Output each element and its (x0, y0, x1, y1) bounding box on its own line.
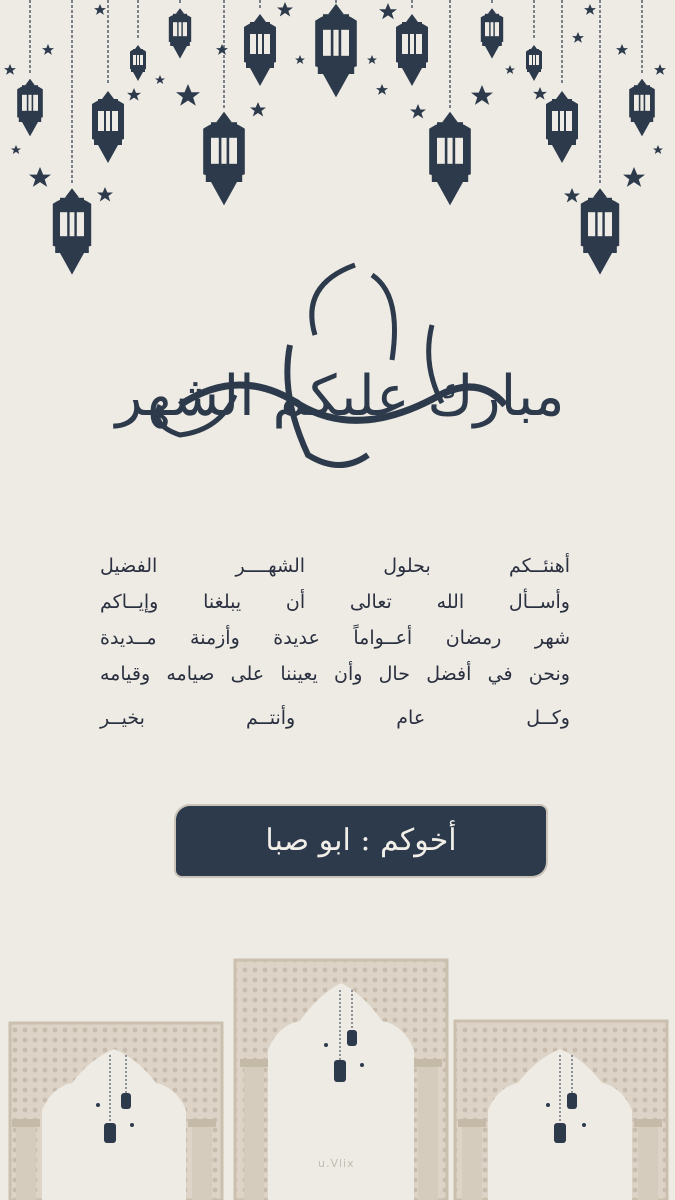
lantern-icon (581, 188, 619, 274)
arch-icon (455, 1021, 667, 1200)
greeting-line: ونحن في أفضل حال وأن يعيننا على صيامه وقيامه (100, 663, 570, 685)
lantern-icon (315, 4, 357, 98)
greeting-line: أهنئــكم بحلول الشهــــر الفضيل (100, 555, 570, 577)
lantern-icon (629, 79, 655, 137)
lantern-icon (429, 112, 471, 206)
greeting-line: وأســأل الله تعالى أن يبلغنا وإيــاكم (100, 591, 570, 613)
lantern-icon (244, 14, 276, 86)
lantern-icon (17, 79, 43, 137)
lantern-icon (396, 14, 428, 86)
lantern-icon (526, 45, 542, 81)
ramadan-calligraphy (115, 255, 565, 485)
lantern-icon (481, 8, 503, 58)
lantern-icon (92, 91, 124, 163)
lantern-icon (53, 188, 91, 274)
lantern-icon (130, 45, 146, 81)
greeting-closing-line: وكــل عام وأنتــم بخيــر (100, 707, 570, 729)
signature-text: أخوكم : ابو صبا (265, 823, 457, 858)
lantern-icon (546, 91, 578, 163)
lantern-icon (203, 112, 245, 206)
greeting-message (100, 548, 570, 736)
watermark: u.Vlix (318, 1157, 355, 1170)
greeting-line: شهر رمضان أعــواماً عديدة وأزمنة مــديدة (100, 627, 570, 649)
signature-box (176, 806, 546, 876)
lantern-icon (169, 8, 191, 58)
arch-icon (10, 1023, 222, 1200)
calligraphy-text: مبارك عليكم الشهر (115, 364, 565, 429)
